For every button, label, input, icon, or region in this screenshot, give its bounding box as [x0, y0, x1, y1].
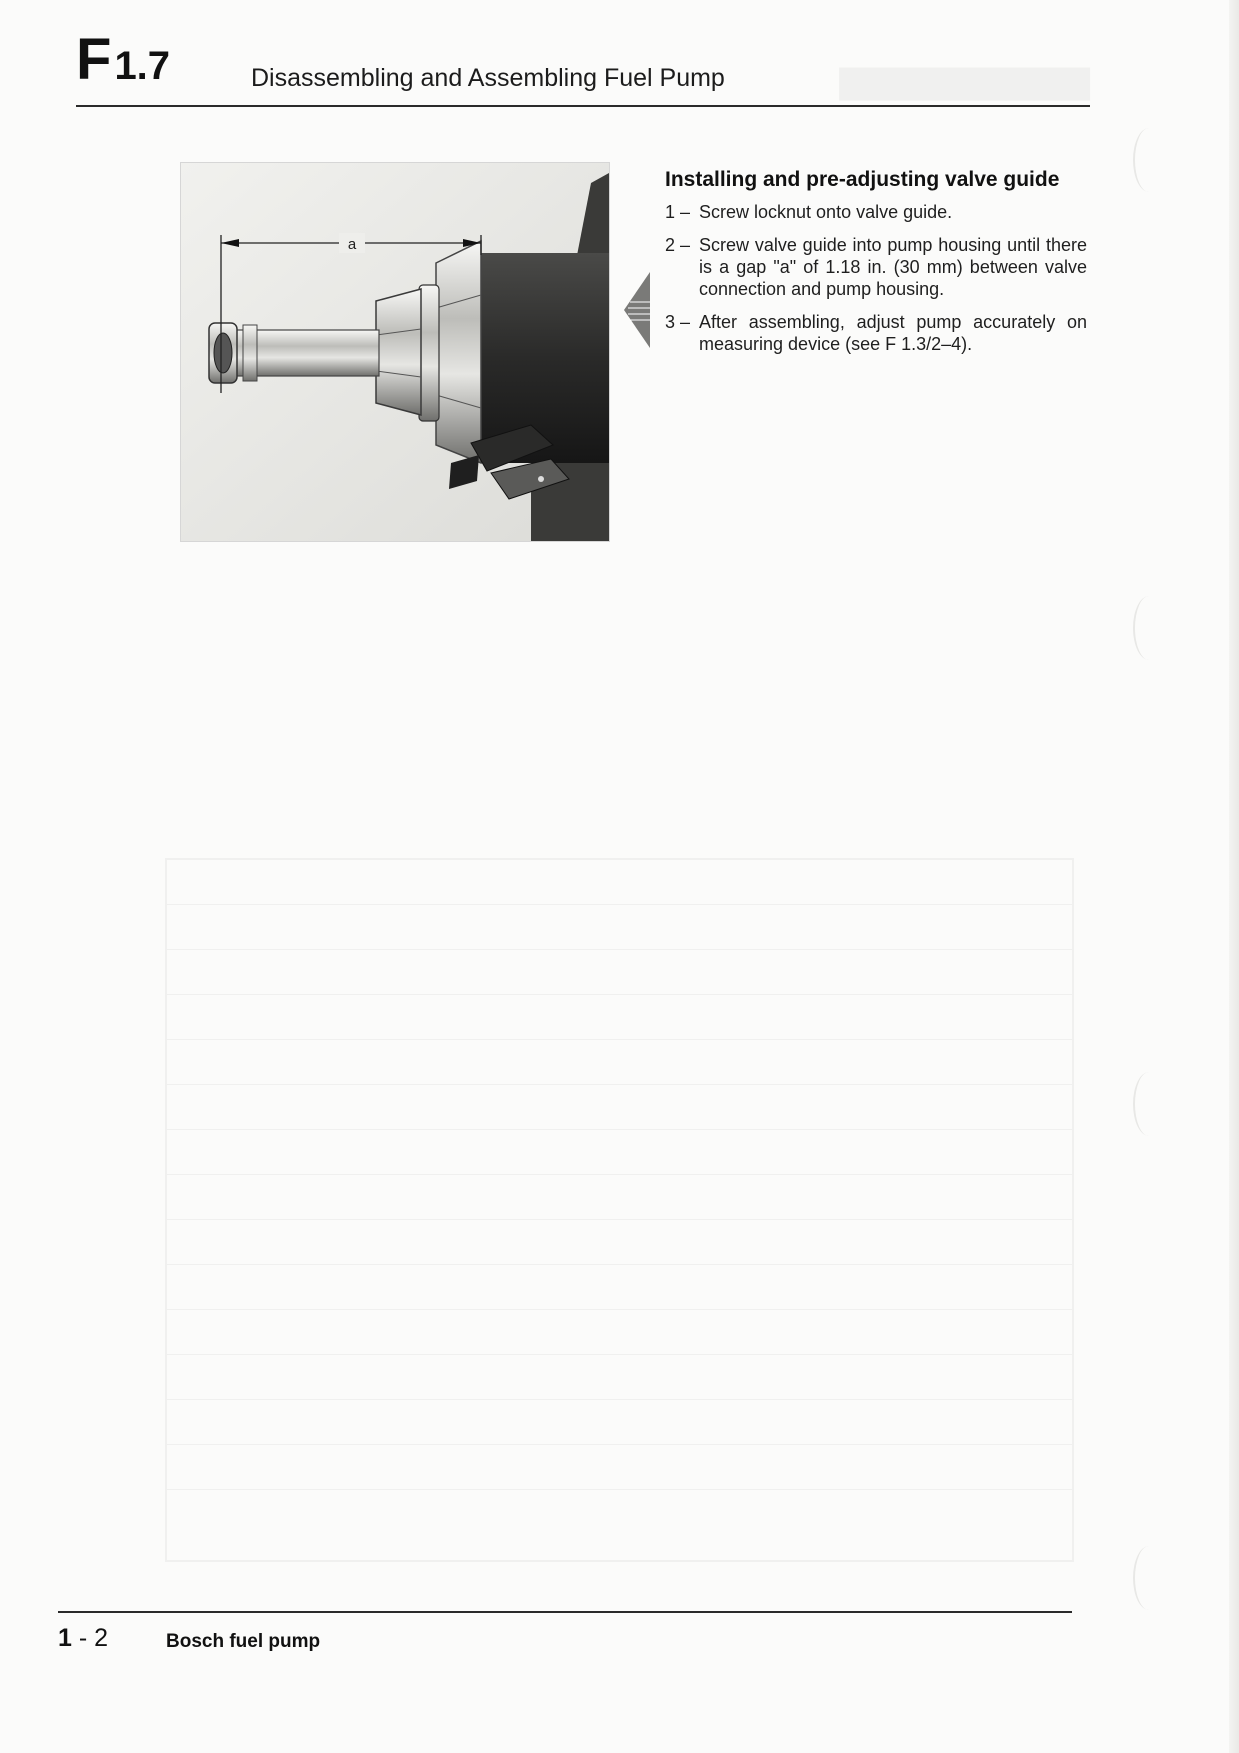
page-chapter: 1 [58, 1624, 72, 1652]
page-title: Disassembling and Assembling Fuel Pump [251, 64, 725, 92]
page-header [76, 22, 1090, 106]
section-letter: F [76, 27, 111, 92]
instructions-heading: Installing and pre-adjusting valve guide [665, 168, 1060, 191]
step-number: 1 – [665, 202, 691, 222]
header-divider [76, 105, 1090, 107]
step-text: Screw locknut onto valve guide. [699, 202, 953, 222]
valve-guide-illustration [181, 163, 609, 541]
dimension-label: a [347, 236, 357, 253]
section-code [76, 26, 170, 93]
show-through-title: ▆▆▆▆▆▆▆▆▆ [840, 59, 1090, 99]
instructions-block [665, 168, 1087, 366]
valve-guide-photo [180, 162, 610, 542]
instruction-step [665, 311, 1087, 355]
instruction-step [665, 234, 1087, 300]
punch-hole-mark [1133, 1546, 1165, 1610]
step-number: 2 – [665, 235, 691, 255]
page-number: 1 - 2 [58, 1624, 109, 1652]
punch-hole-mark [1133, 128, 1165, 192]
instruction-step [665, 201, 1087, 223]
reference-arrow-icon [624, 272, 650, 348]
punch-hole-mark [1133, 1072, 1165, 1136]
step-text: After assembling, adjust pump accurately on measuring device (see F 1.3/2–4). [699, 312, 1087, 354]
step-text: Screw valve guide into pump housing until there is a gap "a" of 1.18 in. (30 mm) between valve connection and pump housing. [699, 235, 1087, 299]
page-num: 2 [94, 1624, 109, 1652]
step-number: 3 – [665, 312, 691, 332]
footer-title: Bosch fuel pump [166, 1631, 321, 1652]
page-edge [1229, 0, 1239, 1753]
footer-divider [58, 1611, 1072, 1613]
show-through-table [165, 858, 1074, 1562]
punch-hole-mark [1133, 596, 1165, 660]
section-number: 1.7 [114, 44, 171, 88]
